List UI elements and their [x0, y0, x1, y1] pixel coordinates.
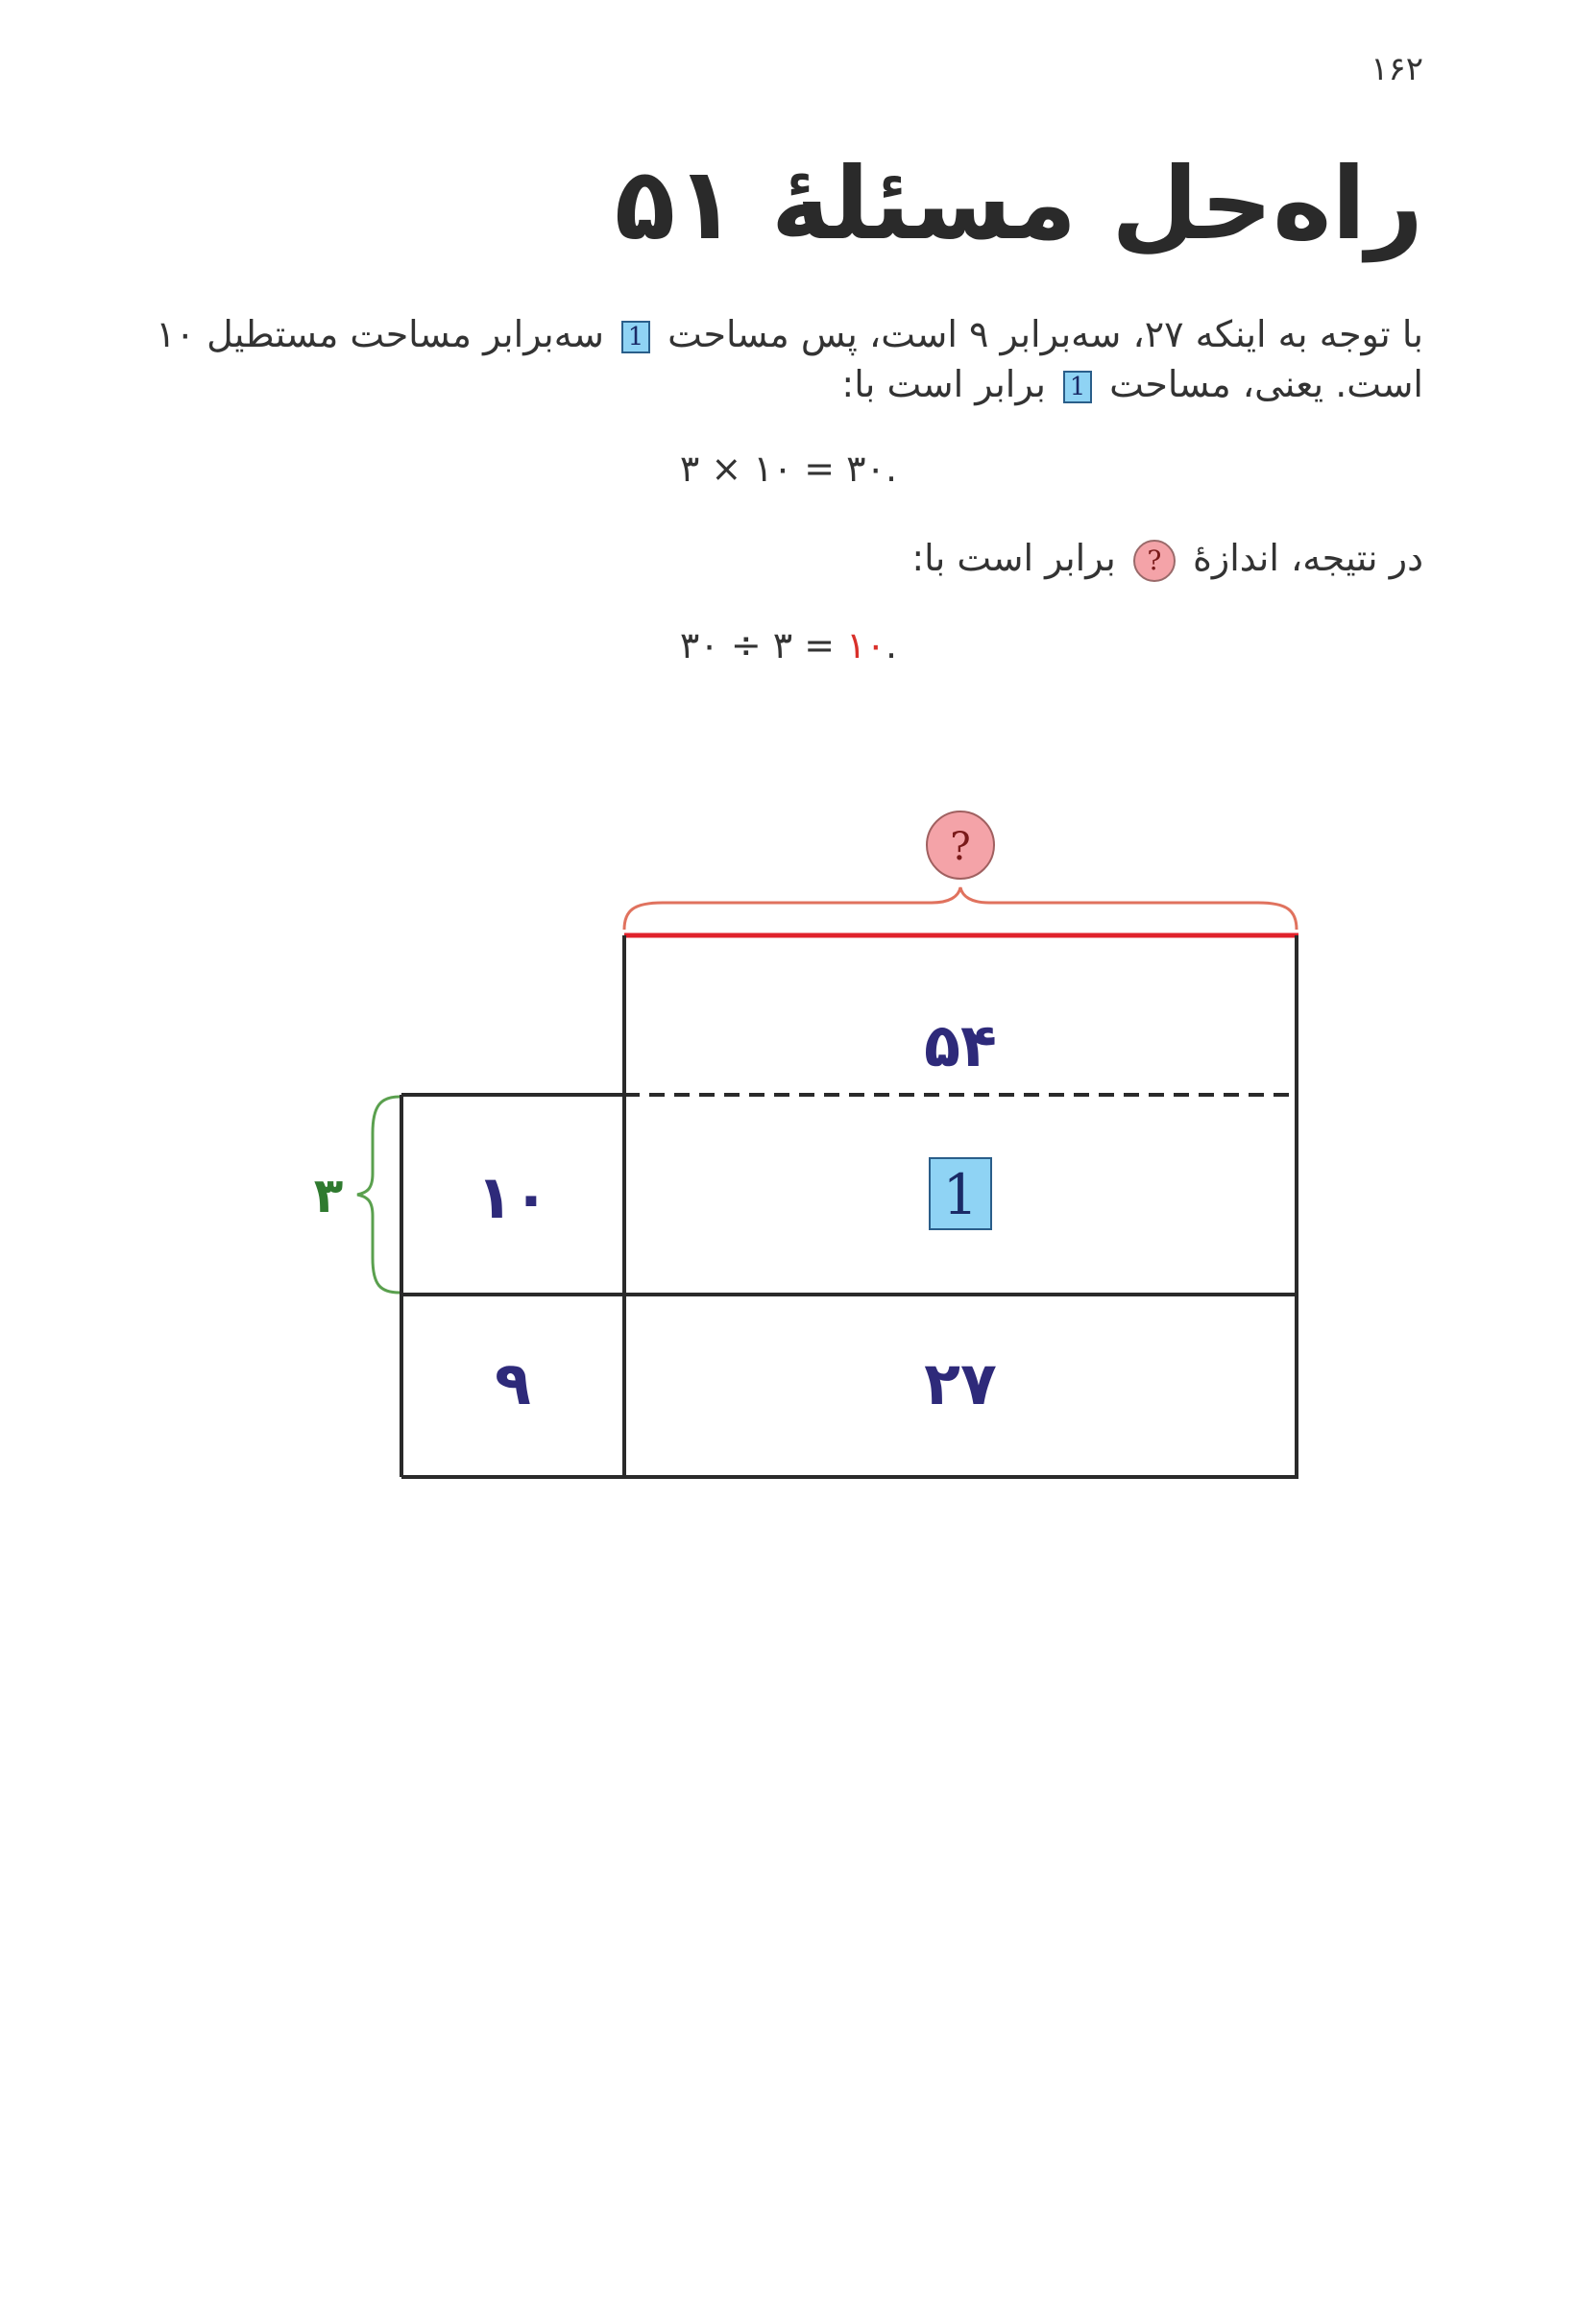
region-1-box-icon: 1: [1063, 371, 1092, 403]
region-1-box-label: 1: [942, 1162, 979, 1227]
cell-bottom-left-value: ۹: [495, 1348, 531, 1418]
cell-bottom-right-value: ۲۷: [924, 1348, 997, 1418]
equation-2-result: ۱۰: [846, 624, 886, 666]
paragraph-2-text-b: برابر است با:: [911, 537, 1116, 579]
cell-middle-left-value: ۱۰: [476, 1162, 549, 1232]
question-circle-icon: ?: [1133, 540, 1176, 582]
paragraph-1-text-a: با توجه به اینکه ۲۷، سه‌برابر ۹ است، پس مساحت: [667, 313, 1423, 355]
equation-2-end: .: [885, 624, 898, 666]
paragraph-2-text-a: در نتیجه، اندازهٔ: [1192, 537, 1423, 579]
equation-2-left: ۳۰ ÷ ۳ =: [679, 624, 847, 666]
paragraph-1-text-c: برابر است با:: [841, 363, 1046, 405]
side-brace: [357, 1097, 400, 1293]
page-title: راه‌حل مسئلهٔ ۵۱: [614, 145, 1423, 262]
equation-1: ۳ × ۱۰ = ۳۰.: [679, 448, 898, 490]
unknown-length-label: ?: [950, 825, 971, 869]
cell-top-right-value: ۵۴: [924, 1010, 997, 1080]
paragraph-1-text-b: سه‌برابر مساحت مستطیل ۱۰ است. یعنی، مساحت: [156, 313, 1423, 405]
page-number: ۱۶۲: [1371, 50, 1423, 88]
top-brace: [624, 887, 1297, 930]
side-length-label: ۳: [313, 1168, 344, 1223]
region-1-box-icon: 1: [621, 321, 650, 353]
